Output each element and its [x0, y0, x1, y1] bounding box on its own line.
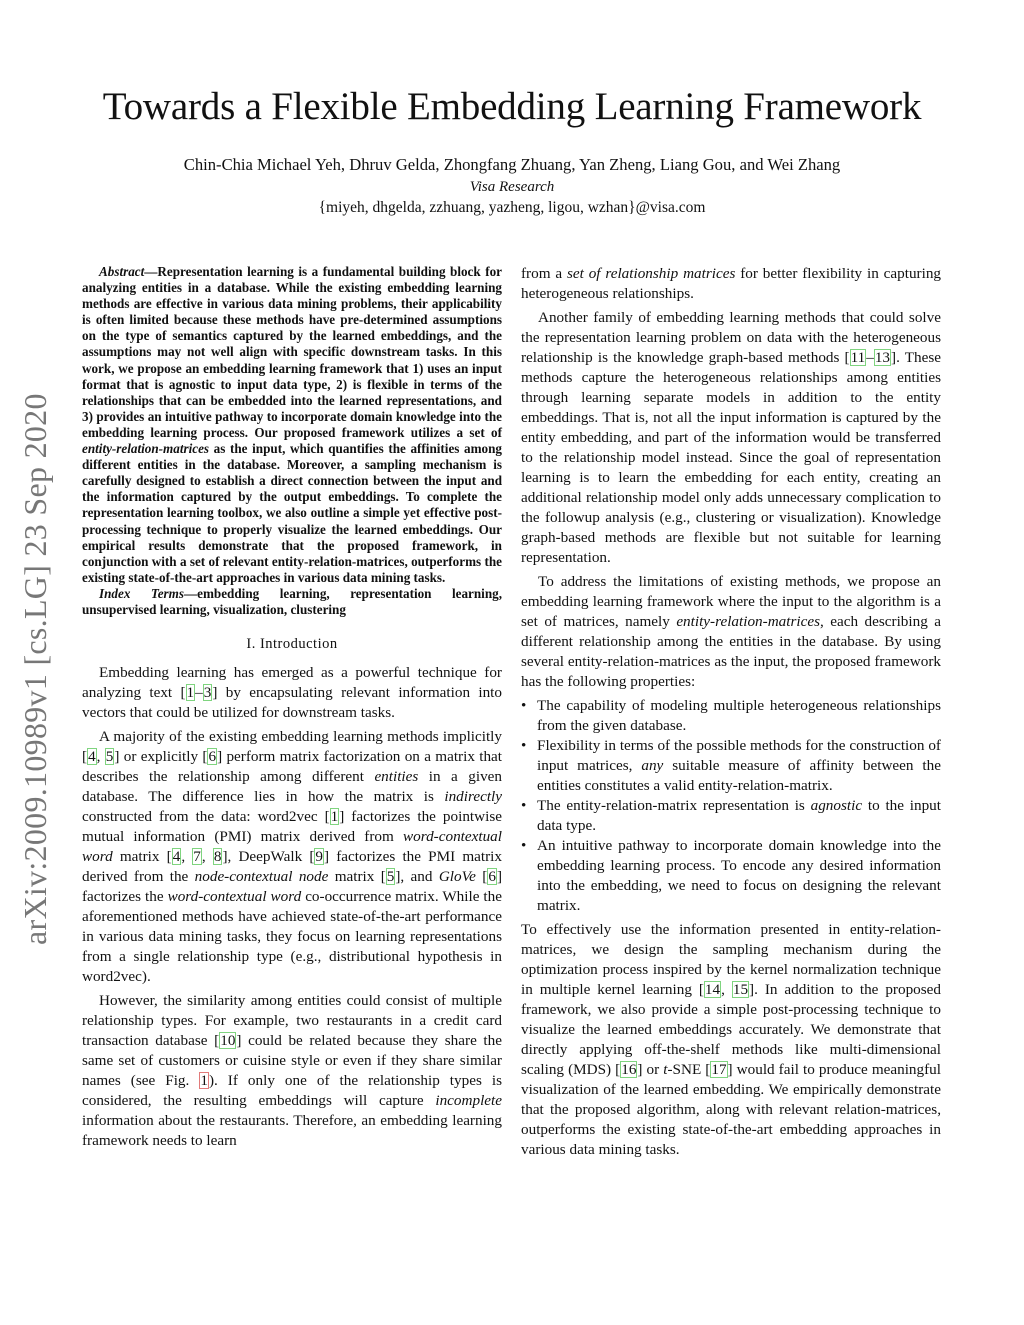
- intro-paragraph-3: However, the similarity among entities could consist of multiple relationship types. For example, two restaurants in a credit card transaction database [10] could be related because they share the same set of customers or cuisine style or even if they share similar names (see Fig. 1). If only one of the relationship types is considered, the resulting embeddings will capture incomplete information about the restaurants. Therefore, an embedding learning framework needs to learn: [82, 992, 503, 1150]
- citation-link[interactable]: 16: [621, 1061, 637, 1078]
- right-paragraph-2: Another family of embedding learning methods that could solve the representation learning problem on data with the heterogeneous relationship is the knowledge graph-based methods [11–13]. These methods capture the heterogeneous relationships among entities through learning separate models in addition to the entity embeddings. That is, not all the input information is captured by the entity embedding, and part of the information would be transferred to the relationship model instead. Since the goal of representation learning is to learn the embedding for each entity, creating an additional relationship model only adds unnecessary complication to the followup analysis (e.g., clustering or visualization). Knowledge graph-based methods are flexible but not suitable for learning representation.: [521, 309, 941, 566]
- arxiv-identifier: arXiv:2009.10989v1 [cs.LG] 23 Sep 2020: [17, 393, 53, 945]
- paper-title: Towards a Flexible Embedding Learning Framework: [102, 85, 922, 128]
- citation-link[interactable]: 15: [732, 981, 749, 998]
- citation-link[interactable]: 11: [850, 349, 866, 366]
- figure-reference-link[interactable]: 1: [200, 1072, 208, 1090]
- left-column: [82, 264, 502, 1155]
- citation-link[interactable]: 10: [220, 1032, 236, 1050]
- intro-paragraph-1: Embedding learning has emerged as a powerful technique for analyzing text [1–3] by encapsulating relevant information into vectors that could be utilized for downstream tasks.: [82, 664, 502, 722]
- citation-link[interactable]: 9: [315, 848, 324, 866]
- abstract-label: Abstract: [99, 264, 145, 279]
- citation-link[interactable]: 4: [88, 748, 96, 766]
- index-terms-label: Index Terms: [99, 585, 184, 601]
- abstract: [82, 264, 502, 586]
- citation-link[interactable]: 1: [186, 684, 195, 702]
- abstract-em-term: entity-relation-matrices: [82, 441, 210, 457]
- citation-link[interactable]: 14: [704, 981, 721, 998]
- abstract-text-cont: as the input, which quantifies the affinities among different entities in the database. Moreover, a sampling mechanism is carefully designed to establish a direct connection between the input and the information captured by the output embeddings. To complete the representation learning toolbox, we also outline a simple yet effective post-processing technique to properly visualize the learned embeddings. Our empirical results demonstrate that the proposed framework, in conjunction with a set of relevant entity-relation-matrices, outperforms the existing state-of-the-art approaches in various data mining tasks.: [82, 441, 502, 585]
- citation-link[interactable]: 6: [208, 748, 217, 766]
- right-paragraph-1: from a set of relationship matrices for better flexibility in capturing heterogeneous relationships.: [521, 265, 942, 302]
- citation-link[interactable]: 5: [105, 748, 114, 766]
- affiliation: Visa Research: [469, 179, 555, 195]
- author-emails: {miyeh, dhgelda, zzhuang, yazheng, ligou, wzhan}@visa.com: [318, 199, 706, 216]
- citation-link[interactable]: 7: [193, 848, 201, 866]
- author-list: Chin-Chia Michael Yeh, Dhruv Gelda, Zhongfang Zhuang, Yan Zheng, Liang Gou, and Wei Zhang: [183, 155, 841, 174]
- citation-link[interactable]: 4: [172, 848, 181, 866]
- properties-list: [521, 696, 941, 916]
- index-terms-text: —embedding learning, representation learning, unsupervised learning, visualization, clustering: [82, 585, 502, 617]
- list-item: • The entity-relation-matrix representation is agnostic to the input data type.: [521, 796, 941, 836]
- citation-link[interactable]: 17: [711, 1061, 727, 1078]
- list-item: • An intuitive pathway to incorporate domain knowledge into the embedding learning process. To encode any desired information into the embedding, we need to focus on designing the relevant matrix.: [521, 836, 941, 916]
- citation-link[interactable]: 6: [488, 868, 496, 886]
- right-paragraph-3: To address the limitations of existing methods, we propose an embedding learning framework where the input to the algorithm is a set of matrices, namely entity-relation-matrices, each describing a different relationship among the entities in the database. By using several entity-relation-matrices as the input, the proposed framework has the following properties:: [521, 573, 941, 690]
- right-paragraph-4: To effectively use the information presented in entity-relation-matrices, we design the sampling mechanism during the optimization process inspired by the kernel normalization technique in multiple kernel learning [14, 15]. In addition to the proposed framework, we also provide a simple post-processing technique to visualize the learned embeddings accurately. We demonstrate that directly applying off-the-shelf methods like multi-dimensional scaling (MDS) [16] or t-SNE [17] would fail to produce meaningful visualization of the learned embedding. We empirically demonstrate that the proposed algorithm, along with relevant relation-matrices, outperforms the existing state-of-the-art embedding approaches in various data mining tasks.: [521, 921, 942, 1158]
- right-column: [521, 264, 941, 1164]
- citation-link[interactable]: 3: [203, 684, 212, 702]
- citation-link[interactable]: 13: [874, 349, 891, 366]
- citation-link[interactable]: 1: [330, 808, 339, 826]
- intro-paragraph-2: A majority of the existing embedding learning methods implicitly [4, 5] or explicitly [6] perform matrix factorization on a matrix that describes the relationship among different entities in a given database. The difference lies in how the matrix is indirectly constructed from the data: word2vec [1] factorizes the pointwise mutual information (PMI) matrix derived from word-contextual word matrix [4, 7, 8], DeepWalk [9] factorizes the PMI matrix derived from the node-contextual node matrix [5], and GloVe [6] factorizes the word-contextual word co-occurrence matrix. While the aforementioned methods have achieved state-of-the-art performance in various data mining tasks, they focus on learning representations from a single relationship type (e.g., distributional hypothesis in word2vec).: [82, 728, 503, 986]
- index-terms: [82, 586, 502, 618]
- section-heading-introduction: I. Introduction: [246, 636, 338, 653]
- list-item: • The capability of modeling multiple heterogeneous relationships from the given database.: [521, 696, 941, 736]
- list-item: • Flexibility in terms of the possible methods for the construction of input matrices, any suitable measure of affinity between the entities constitutes a valid entity-relation-matrix.: [521, 736, 941, 796]
- citation-link[interactable]: 5: [386, 868, 395, 886]
- abstract-text: —Representation learning is a fundamental building block for analyzing entities in a database. While the existing embedding learning methods are effective in various data mining problems, their applicability is often limited because these methods have pre-determined assumptions on the type of semantics captured by the learned embeddings, and the assumptions may not well align with specific downstream tasks. In this work, we propose an embedding learning framework that 1) uses an input format that is agnostic to input data type, 2) is flexible in terms of the relationships that can be embedded into the learned representations, and 3) provides an intuitive pathway to incorporate domain knowledge into the embedding learning process. Our proposed framework utilizes a set of: [82, 264, 502, 440]
- citation-link[interactable]: 8: [213, 848, 222, 866]
